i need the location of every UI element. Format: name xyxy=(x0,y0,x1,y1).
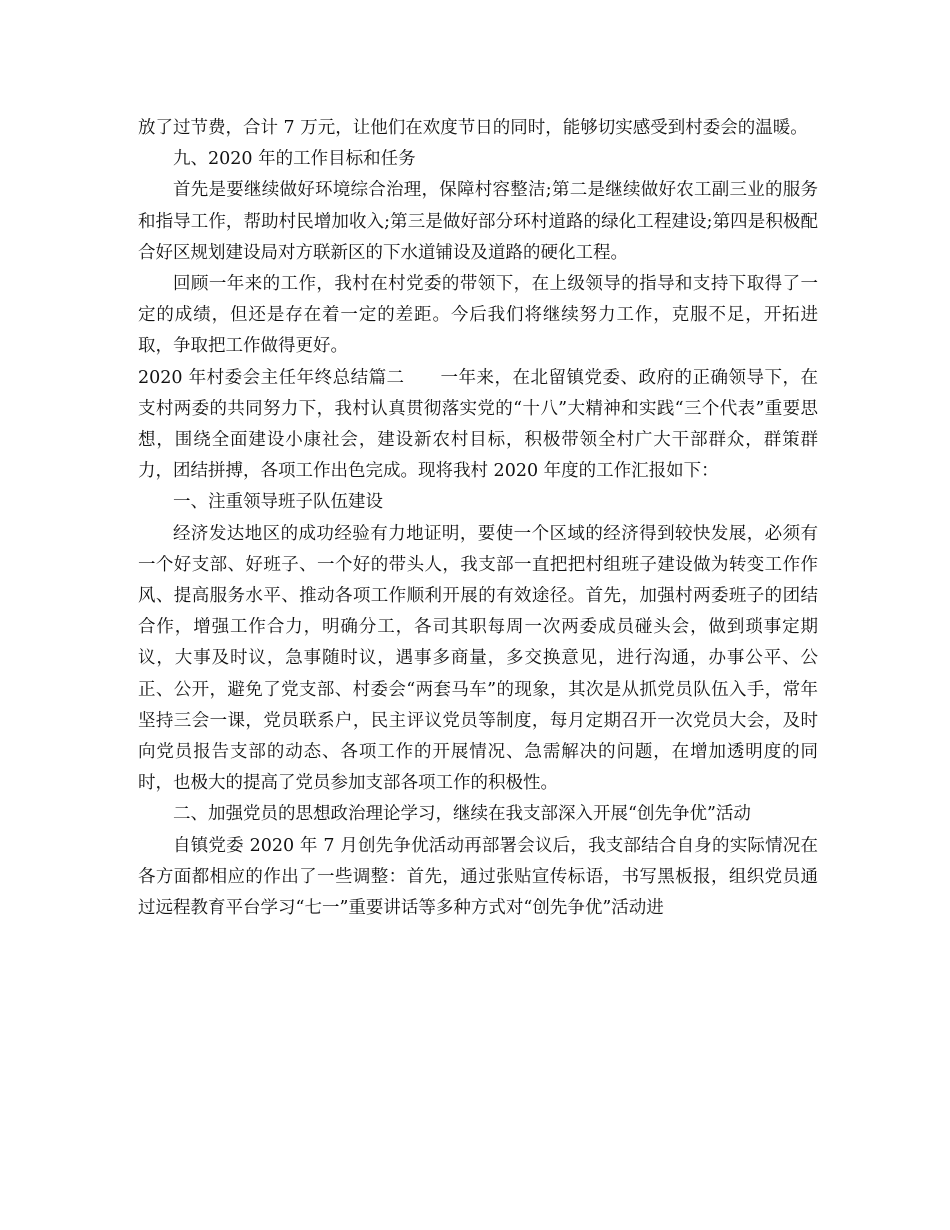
paragraph-goals: 首先是要继续做好环境综合治理，保障村容整洁;第二是继续做好农工副三业的服务和指导工作，帮助村民增加收入;第三是做好部分环村道路的绿化工程建设;第四是积极配合好区规划建设局对方联新区的下水道铺设及道路的硬化工程。 xyxy=(138,180,818,263)
paragraph-leadership: 经济发达地区的成功经验有力地证明，要使一个区域的经济得到较快发展，必须有一个好支部、好班子、一个好的带头人，我支部一直把把村组班子建设做为转变工作作风、提高服务水平、推动各项工作顺利开展的有效途径。首先，加强村两委班子的团结合作，增强工作合力，明确分工，各司其职每周一次两委成员碰头会，做到琐事定期议，大事及时议，急事随时议，遇事多商量，多交换意见，进行沟通，办事公平、公正、公开，避免了党支部、村委会“两套马车”的现象，其次是从抓党员队伍入手，常年坚持三会一课，党员联系户，民主评议党员等制度，每月定期召开一次党员大会，及时向党员报告支部的动态、各项工作的开展情况、急需解决的问题，在增加透明度的同时，也极大的提高了党员参加支部各项工作的积极性。 xyxy=(138,523,818,794)
section-heading-study: 二、加强党员的思想政治理论学习，继续在我支部深入开展“创先争优”活动 xyxy=(173,804,751,825)
section-heading-goals-2020: 九、2020 年的工作目标和任务 xyxy=(173,149,416,170)
paragraph-article-two-intro: 2020 年村委会主任年终总结篇二 一年来，在北留镇党委、政府的正确领导下，在支村两委的共同努力下，我村认真贯彻落实党的“十八”大精神和实践“三个代表”重要思想，围绕全面建设小康社会，建设新农村目标，积极带领全村广大干部群众，群策群力，团结拼搏，各项工作出色完成。现将我村 2020 年度的工作汇报如下： xyxy=(138,367,818,482)
paragraph-continuation: 放了过节费，合计 7 万元，让他们在欢度节日的同时，能够切实感受到村委会的温暖。 xyxy=(138,118,808,138)
paragraph-study: 自镇党委 2020 年 7 月创先争优活动再部署会议后，我支部结合自身的实际情况在各方面都相应的作出了一些调整：首先，通过张贴宣传标语，书写黑板报，组织党员通过远程教育平台学习“七一”重要讲话等多种方式对“创先争优”活动进 xyxy=(138,835,818,919)
paragraph-review: 回顾一年来的工作，我村在村党委的带领下，在上级领导的指导和支持下取得了一定的成绩，但还是存在着一定的差距。今后我们将继续努力工作，克服不足，开拓进取，争取把工作做得更好。 xyxy=(138,274,818,357)
document-body xyxy=(138,113,818,924)
section-heading-leadership: 一、注重领导班子队伍建设 xyxy=(173,492,383,513)
